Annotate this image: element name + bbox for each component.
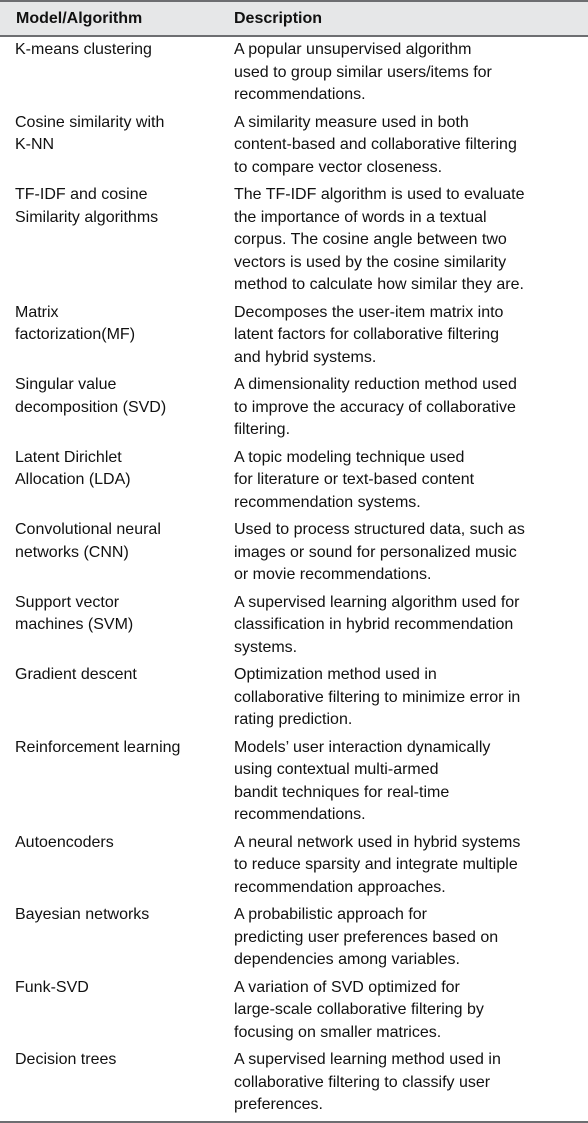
table-row	[0, 182, 588, 300]
model-name-line: factorization(MF)	[15, 326, 136, 343]
table-row	[0, 445, 588, 518]
description-cell	[234, 445, 588, 518]
model-name-line: Bayesian networks	[15, 906, 150, 923]
description-line: predicting user preferences based on	[234, 928, 499, 946]
table-row	[0, 830, 588, 903]
description-line: Used to process structured data, such as	[234, 521, 525, 538]
description-line: for literature or text-based content	[234, 471, 475, 488]
model-name-line: Singular value	[15, 376, 117, 393]
model-name-line: K-means clustering	[15, 41, 152, 58]
description-line: corpus. The cosine angle between two	[234, 231, 507, 248]
description-cell	[234, 902, 588, 975]
description-line: Optimization method used in	[234, 666, 437, 683]
description-cell	[234, 1047, 588, 1122]
description-line: preferences.	[234, 1096, 323, 1113]
model-name-line: Cosine similarity with	[15, 113, 165, 131]
description-line: method to calculate how similar they are.	[234, 276, 524, 293]
description-line: A neural network used in hybrid systems	[234, 833, 521, 851]
description-line: recommendation systems.	[234, 493, 421, 511]
table-row	[0, 36, 588, 110]
model-cell	[0, 110, 234, 183]
model-name-line: K-NN	[15, 136, 55, 153]
model-name-line: Autoencoders	[15, 833, 114, 851]
description-line: The TF-IDF algorithm is used to evaluate	[234, 186, 525, 203]
description-cell	[234, 735, 588, 830]
description-line: A supervised learning algorithm used for	[234, 593, 520, 611]
description-line: rating prediction.	[234, 711, 353, 728]
description-line: large-scale collaborative filtering by	[234, 1001, 484, 1018]
description-line: collaborative filtering to classify user	[234, 1073, 491, 1091]
description-line: or movie recommendations.	[234, 566, 432, 583]
model-cell	[0, 975, 234, 1048]
description-line: A popular unsupervised algorithm	[234, 41, 472, 58]
model-name-line: Reinforcement learning	[15, 738, 181, 756]
description-line: collaborative filtering to minimize error in	[234, 688, 521, 706]
table-row	[0, 902, 588, 975]
model-cell	[0, 182, 234, 300]
description-line: A topic modeling technique used	[234, 448, 465, 466]
description-line: dependencies among variables.	[234, 951, 460, 968]
table-row	[0, 1047, 588, 1122]
description-line: and hybrid systems.	[234, 348, 377, 366]
description-line: A dimensionality reduction method used	[234, 376, 517, 393]
model-cell	[0, 445, 234, 518]
table-body	[0, 36, 588, 1122]
model-cell	[0, 300, 234, 373]
description-line: recommendations.	[234, 806, 366, 823]
description-line: A similarity measure used in both	[234, 113, 469, 131]
table-row	[0, 110, 588, 183]
description-line: A supervised learning method used in	[234, 1051, 501, 1068]
description-line: content-based and collaborative filtering	[234, 136, 517, 153]
description-cell	[234, 110, 588, 183]
model-cell	[0, 36, 234, 110]
table-row	[0, 975, 588, 1048]
model-name-line: decomposition (SVD)	[15, 398, 167, 416]
model-name-line: Support vector	[15, 593, 120, 611]
model-cell	[0, 590, 234, 663]
model-cell	[0, 735, 234, 830]
description-cell	[234, 662, 588, 735]
model-name-line: Gradient descent	[15, 666, 137, 683]
description-cell	[234, 830, 588, 903]
description-cell	[234, 300, 588, 373]
description-cell	[234, 36, 588, 110]
table-row	[0, 372, 588, 445]
description-line: bandit techniques for real-time	[234, 783, 450, 801]
model-name-line: Matrix	[15, 303, 59, 321]
description-line: A variation of SVD optimized for	[234, 978, 460, 996]
model-name-line: Latent Dirichlet	[15, 448, 122, 466]
model-cell	[0, 517, 234, 590]
description-line: to reduce sparsity and integrate multiple	[234, 856, 518, 873]
table-row	[0, 300, 588, 373]
model-cell	[0, 662, 234, 735]
description-line: systems.	[234, 638, 298, 656]
description-line: recommendation approaches.	[234, 878, 446, 896]
description-line: to compare vector closeness.	[234, 158, 443, 176]
description-cell	[234, 372, 588, 445]
model-name-line: Allocation (LDA)	[15, 471, 131, 488]
model-name-line: TF-IDF and cosine	[15, 186, 148, 203]
description-line: focusing on smaller matrices.	[234, 1023, 442, 1041]
model-cell	[0, 902, 234, 975]
description-line: A probabilistic approach for	[234, 906, 427, 923]
table-row	[0, 590, 588, 663]
description-line: the importance of words in a textual	[234, 208, 487, 226]
table-row	[0, 735, 588, 830]
description-line: filtering.	[234, 421, 291, 438]
description-line: recommendations.	[234, 86, 366, 103]
model-name-line: Decision trees	[15, 1051, 117, 1068]
description-cell	[234, 590, 588, 663]
model-cell	[0, 1047, 234, 1122]
description-line: latent factors for collaborative filtering	[234, 326, 500, 343]
description-cell	[234, 182, 588, 300]
model-name-line: Funk-SVD	[15, 978, 89, 996]
model-name-line: networks (CNN)	[15, 543, 129, 561]
model-cell	[0, 830, 234, 903]
header-model-algorithm: Model/Algorithm	[0, 1, 234, 36]
description-cell	[234, 975, 588, 1048]
model-name-line: machines (SVM)	[15, 616, 134, 633]
model-name-line: Convolutional neural	[15, 521, 161, 538]
description-line: Models’ user interaction dynamically	[234, 738, 491, 756]
model-name-line: Similarity algorithms	[15, 208, 159, 226]
table-row	[0, 517, 588, 590]
description-line: used to group similar users/items for	[234, 63, 492, 81]
description-line: using contextual multi-armed	[234, 761, 439, 778]
description-line: Decomposes the user-item matrix into	[234, 303, 504, 321]
model-cell	[0, 372, 234, 445]
description-line: vectors is used by the cosine similarity	[234, 253, 507, 271]
table-row	[0, 662, 588, 735]
header-description: Description	[234, 1, 588, 36]
description-cell	[234, 517, 588, 590]
description-line: to improve the accuracy of collaborative	[234, 398, 516, 416]
description-line: images or sound for personalized music	[234, 543, 517, 561]
description-line: classification in hybrid recommendation	[234, 616, 514, 633]
table-header-row	[0, 1, 588, 36]
